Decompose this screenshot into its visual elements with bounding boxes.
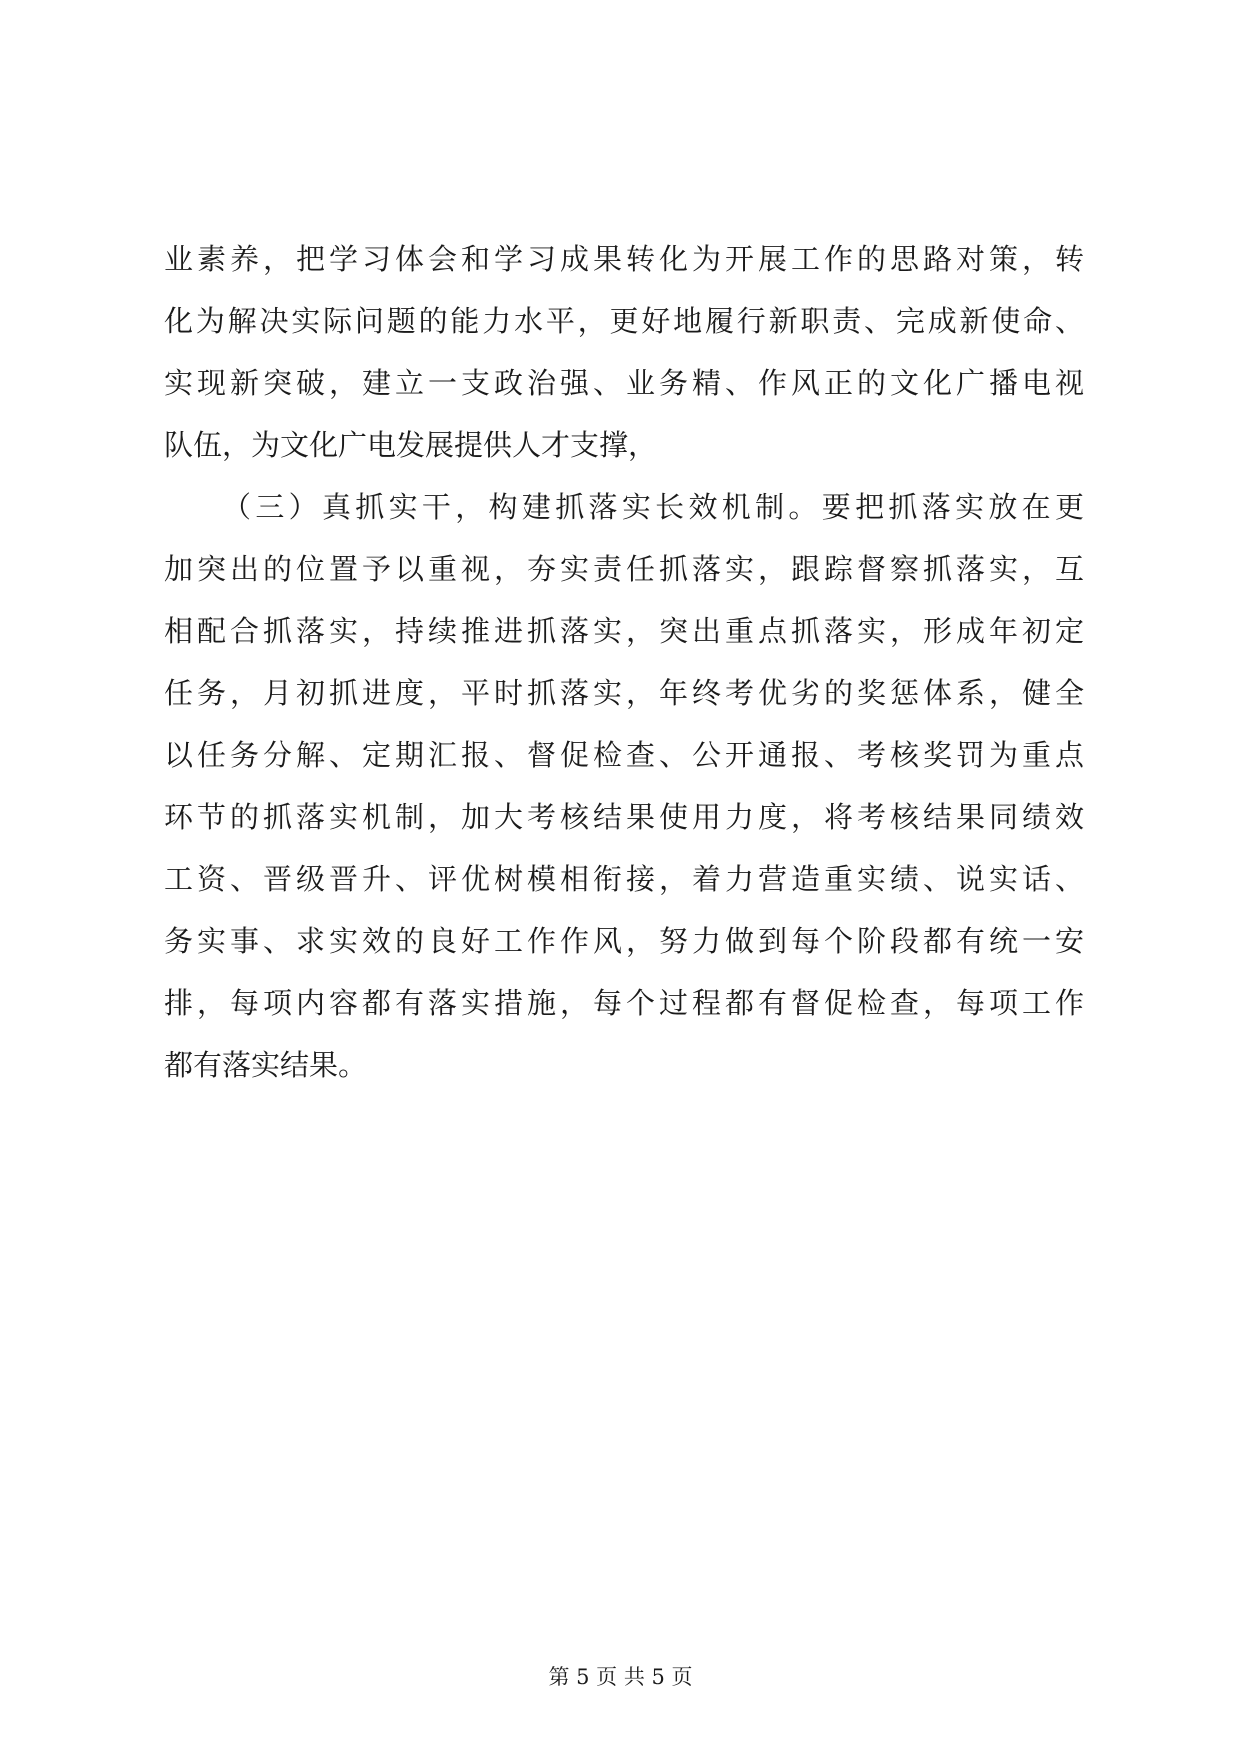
text-line: 以任务分解、定期汇报、督促检查、公开通报、考核奖罚为重点 bbox=[164, 738, 1084, 772]
text-line: 化为解决实际问题的能力水平，更好地履行新职责、完成新使命、 bbox=[164, 304, 1084, 338]
text-line: 加突出的位置予以重视，夯实责任抓落实，跟踪督察抓落实，互 bbox=[164, 552, 1084, 586]
page-number-footer: 第 5 页 共 5 页 bbox=[548, 1665, 693, 1689]
text-line: 排，每项内容都有落实措施，每个过程都有督促检查，每项工作 bbox=[164, 986, 1084, 1020]
text-line: 务实事、求实效的良好工作作风，努力做到每个阶段都有统一安 bbox=[164, 924, 1084, 958]
body-text bbox=[164, 228, 1084, 1096]
text-line: 队伍，为文化广电发展提供人才支撑， bbox=[164, 428, 658, 462]
text-line: 任务，月初抓进度，平时抓落实，年终考优劣的奖惩体系，健全 bbox=[164, 676, 1084, 710]
text-line: 相配合抓落实，持续推进抓落实，突出重点抓落实，形成年初定 bbox=[164, 614, 1084, 648]
text-line: （三）真抓实干，构建抓落实长效机制。要把抓落实放在更 bbox=[222, 490, 1084, 524]
text-line: 业素养，把学习体会和学习成果转化为开展工作的思路对策，转 bbox=[164, 242, 1084, 276]
text-line: 实现新突破，建立一支政治强、业务精、作风正的文化广播电视 bbox=[164, 366, 1084, 400]
text-line: 工资、晋级晋升、评优树模相衔接，着力营造重实绩、说实话、 bbox=[164, 862, 1084, 896]
text-line: 都有落实结果。 bbox=[164, 1048, 368, 1082]
text-line: 环节的抓落实机制，加大考核结果使用力度，将考核结果同绩效 bbox=[164, 800, 1084, 834]
